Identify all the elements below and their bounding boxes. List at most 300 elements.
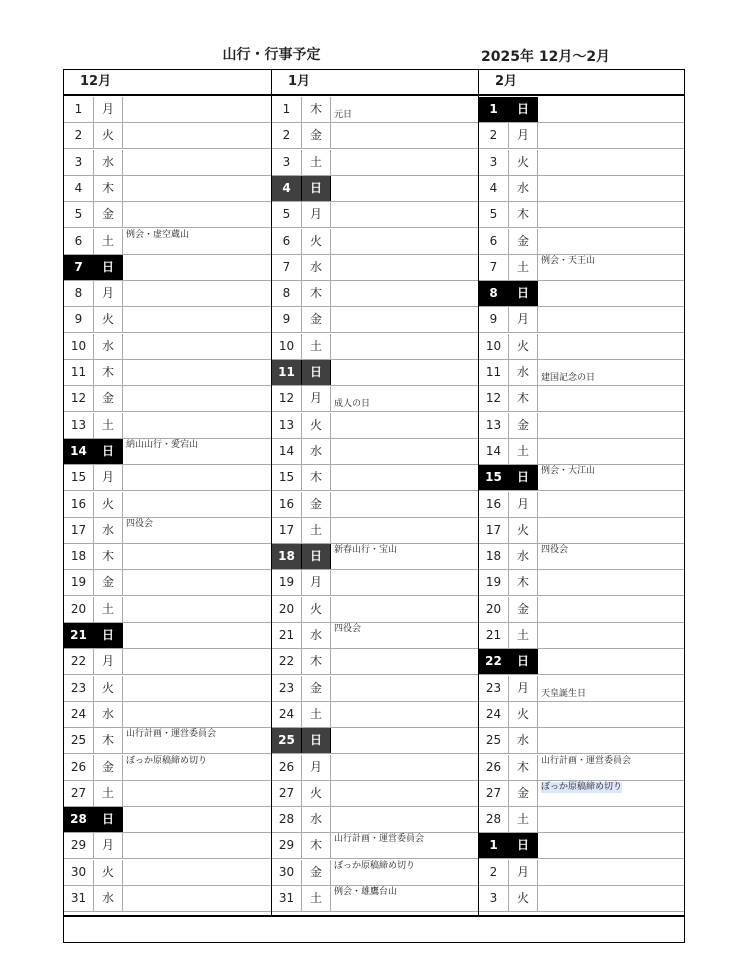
day-row — [272, 755, 478, 781]
weekday: 木 — [94, 360, 123, 385]
day-row — [272, 465, 478, 491]
day-number: 16 — [64, 492, 94, 517]
weekday: 金 — [302, 123, 331, 148]
day-row — [64, 307, 271, 333]
event-text: ぼっか原稿締め切り — [334, 860, 416, 871]
weekday: 土 — [509, 623, 538, 648]
day-row — [272, 833, 478, 859]
day-row — [272, 176, 478, 202]
day-number: 23 — [479, 676, 509, 701]
day-row — [64, 439, 271, 465]
day-row — [272, 544, 478, 570]
day-number: 19 — [479, 570, 509, 595]
day-row — [64, 807, 271, 833]
day-number: 26 — [64, 755, 94, 780]
day-number: 29 — [272, 833, 302, 858]
day-row — [64, 597, 271, 623]
day-number: 17 — [272, 518, 302, 543]
day-row — [479, 492, 684, 518]
day-number: 4 — [272, 176, 302, 201]
day-row — [479, 150, 684, 176]
day-number: 15 — [272, 465, 302, 490]
day-row — [479, 334, 684, 360]
day-row — [479, 676, 684, 702]
day-number: 6 — [479, 229, 509, 254]
day-row — [64, 334, 271, 360]
weekday: 金 — [509, 229, 538, 254]
weekday: 水 — [94, 334, 123, 359]
day-row — [479, 649, 684, 675]
day-row — [479, 413, 684, 439]
weekday: 日 — [94, 623, 123, 648]
weekday: 月 — [302, 202, 331, 227]
day-row — [479, 360, 684, 386]
weekday: 日 — [94, 255, 123, 280]
day-row — [272, 570, 478, 596]
event-text: 例会・大江山 — [541, 466, 596, 477]
day-number: 10 — [479, 334, 509, 359]
weekday: 土 — [94, 229, 123, 254]
weekday: 月 — [94, 649, 123, 674]
weekday: 木 — [302, 281, 331, 306]
event-text: 新春山行・宝山 — [334, 545, 398, 556]
day-number: 3 — [479, 150, 509, 175]
footer-row — [64, 915, 684, 917]
weekday: 金 — [94, 386, 123, 411]
day-row — [272, 255, 478, 281]
calendar-grid — [63, 69, 685, 943]
event-text: ぼっか原稿締め切り — [126, 755, 208, 766]
day-row — [272, 97, 478, 123]
day-number: 11 — [272, 360, 302, 385]
event-text: 四役会 — [541, 545, 569, 556]
day-row — [272, 702, 478, 728]
day-number: 3 — [479, 886, 509, 911]
weekday: 木 — [94, 544, 123, 569]
day-row — [479, 570, 684, 596]
day-row — [272, 334, 478, 360]
weekday: 木 — [302, 833, 331, 858]
day-row — [272, 518, 478, 544]
day-row — [64, 570, 271, 596]
event-text: 天皇誕生日 — [541, 688, 587, 699]
weekday: 火 — [302, 597, 331, 622]
day-number: 25 — [272, 728, 302, 753]
weekday: 日 — [509, 281, 538, 306]
day-number: 10 — [272, 334, 302, 359]
day-number: 20 — [479, 597, 509, 622]
day-number: 2 — [479, 123, 509, 148]
day-row — [64, 518, 271, 544]
day-number: 3 — [272, 150, 302, 175]
day-number: 15 — [64, 465, 94, 490]
day-number: 18 — [64, 544, 94, 569]
day-number: 17 — [479, 518, 509, 543]
weekday: 火 — [302, 781, 331, 806]
event-text: 例会・雄鷹台山 — [334, 887, 398, 897]
weekday: 火 — [509, 886, 538, 911]
weekday: 火 — [94, 676, 123, 701]
weekday: 日 — [94, 439, 123, 464]
weekday: 水 — [94, 150, 123, 175]
day-number: 26 — [479, 755, 509, 780]
weekday: 水 — [509, 544, 538, 569]
day-number: 20 — [272, 597, 302, 622]
day-number: 24 — [64, 702, 94, 727]
day-number: 19 — [64, 570, 94, 595]
day-row — [64, 413, 271, 439]
weekday: 月 — [509, 307, 538, 332]
weekday: 月 — [302, 755, 331, 780]
day-number: 5 — [479, 202, 509, 227]
day-row — [272, 307, 478, 333]
day-row — [272, 360, 478, 386]
day-row — [64, 702, 271, 728]
day-row — [272, 281, 478, 307]
day-number: 2 — [272, 123, 302, 148]
day-number: 13 — [272, 413, 302, 438]
day-number: 14 — [272, 439, 302, 464]
day-row — [64, 623, 271, 649]
event-text: 納山山行・愛宕山 — [126, 439, 199, 450]
day-number: 16 — [479, 492, 509, 517]
month-header: 2月 — [479, 70, 684, 96]
day-number: 24 — [479, 702, 509, 727]
day-row — [64, 465, 271, 491]
day-number: 5 — [272, 202, 302, 227]
weekday: 月 — [509, 676, 538, 701]
day-row — [479, 255, 684, 281]
weekday: 金 — [302, 492, 331, 517]
day-number: 1 — [479, 833, 509, 858]
day-row — [479, 544, 684, 570]
weekday: 水 — [302, 439, 331, 464]
day-number: 7 — [272, 255, 302, 280]
day-row — [64, 386, 271, 412]
day-row — [64, 860, 271, 886]
weekday: 火 — [94, 123, 123, 148]
day-row — [272, 492, 478, 518]
day-row — [479, 860, 684, 886]
weekday: 月 — [302, 386, 331, 411]
day-number: 3 — [64, 150, 94, 175]
event-text: 元日 — [334, 110, 353, 120]
weekday: 月 — [509, 123, 538, 148]
day-number: 14 — [479, 439, 509, 464]
weekday: 土 — [509, 255, 538, 280]
day-row — [64, 97, 271, 123]
weekday: 日 — [302, 360, 331, 385]
weekday: 木 — [94, 728, 123, 753]
day-number: 22 — [272, 649, 302, 674]
day-row — [64, 255, 271, 281]
event-text: 山行計画・運営委員会 — [126, 729, 217, 740]
day-number: 6 — [64, 229, 94, 254]
weekday: 金 — [94, 570, 123, 595]
day-number: 21 — [272, 623, 302, 648]
day-row — [64, 833, 271, 859]
day-number: 30 — [64, 860, 94, 885]
weekday: 土 — [302, 150, 331, 175]
day-row — [272, 886, 478, 912]
weekday: 日 — [302, 544, 331, 569]
weekday: 火 — [94, 860, 123, 885]
weekday: 月 — [94, 465, 123, 490]
day-number: 8 — [64, 281, 94, 306]
day-number: 12 — [64, 386, 94, 411]
day-row — [272, 623, 478, 649]
event-text: 四役会 — [126, 518, 154, 529]
day-number: 27 — [479, 781, 509, 806]
weekday: 火 — [302, 413, 331, 438]
weekday: 火 — [302, 229, 331, 254]
weekday: 月 — [94, 97, 123, 122]
weekday: 火 — [509, 518, 538, 543]
day-number: 11 — [479, 360, 509, 385]
weekday: 土 — [94, 597, 123, 622]
weekday: 火 — [509, 334, 538, 359]
day-row — [64, 755, 271, 781]
weekday: 月 — [94, 281, 123, 306]
day-number: 13 — [64, 413, 94, 438]
day-number: 1 — [64, 97, 94, 122]
day-number: 2 — [64, 123, 94, 148]
weekday: 金 — [302, 307, 331, 332]
day-number: 18 — [272, 544, 302, 569]
weekday: 金 — [94, 755, 123, 780]
day-row — [272, 150, 478, 176]
day-number: 13 — [479, 413, 509, 438]
day-number: 17 — [64, 518, 94, 543]
day-number: 19 — [272, 570, 302, 595]
weekday: 金 — [509, 413, 538, 438]
day-number: 11 — [64, 360, 94, 385]
weekday: 木 — [302, 97, 331, 122]
day-number: 20 — [64, 597, 94, 622]
day-row — [64, 360, 271, 386]
day-row — [64, 176, 271, 202]
day-row — [64, 202, 271, 228]
day-row — [479, 439, 684, 465]
day-row — [479, 623, 684, 649]
day-number: 23 — [64, 676, 94, 701]
day-number: 24 — [272, 702, 302, 727]
day-number: 21 — [64, 623, 94, 648]
day-row — [479, 97, 684, 123]
weekday: 金 — [302, 676, 331, 701]
weekday: 月 — [509, 492, 538, 517]
weekday: 土 — [302, 886, 331, 911]
weekday: 金 — [302, 860, 331, 885]
day-row — [479, 807, 684, 833]
weekday: 木 — [509, 202, 538, 227]
day-number: 28 — [479, 807, 509, 832]
weekday: 土 — [302, 334, 331, 359]
day-row — [479, 465, 684, 491]
weekday: 金 — [509, 781, 538, 806]
day-row — [64, 886, 271, 912]
day-row — [64, 492, 271, 518]
weekday: 月 — [94, 833, 123, 858]
day-row — [272, 386, 478, 412]
day-row — [479, 702, 684, 728]
day-row — [64, 781, 271, 807]
day-row — [272, 676, 478, 702]
day-row — [272, 229, 478, 255]
weekday: 水 — [302, 255, 331, 280]
day-number: 28 — [272, 807, 302, 832]
weekday: 土 — [94, 781, 123, 806]
event-text: 成人の日 — [334, 399, 371, 410]
day-number: 4 — [479, 176, 509, 201]
day-number: 14 — [64, 439, 94, 464]
weekday: 木 — [509, 386, 538, 411]
weekday: 土 — [509, 439, 538, 464]
weekday: 日 — [509, 833, 538, 858]
weekday: 金 — [509, 597, 538, 622]
day-number: 9 — [64, 307, 94, 332]
day-row — [272, 728, 478, 754]
period-label: 2025年 12月～2月 — [481, 49, 611, 65]
day-row — [272, 202, 478, 228]
weekday: 土 — [509, 807, 538, 832]
day-number: 6 — [272, 229, 302, 254]
day-number: 28 — [64, 807, 94, 832]
day-row — [272, 597, 478, 623]
day-row — [64, 544, 271, 570]
day-number: 12 — [479, 386, 509, 411]
weekday: 火 — [94, 307, 123, 332]
day-number: 22 — [64, 649, 94, 674]
day-row — [272, 807, 478, 833]
weekday: 日 — [94, 807, 123, 832]
day-row — [272, 123, 478, 149]
event-text: 建国記念の日 — [541, 373, 596, 383]
day-row — [64, 123, 271, 149]
weekday: 水 — [302, 807, 331, 832]
day-number: 30 — [272, 860, 302, 885]
day-number: 31 — [64, 886, 94, 911]
day-row — [479, 281, 684, 307]
day-number: 9 — [272, 307, 302, 332]
day-row — [479, 123, 684, 149]
day-number: 15 — [479, 465, 509, 490]
day-row — [64, 676, 271, 702]
weekday: 月 — [302, 570, 331, 595]
day-row — [64, 281, 271, 307]
weekday: 日 — [302, 728, 331, 753]
event-text: 山行計画・運営委員会 — [541, 755, 632, 766]
weekday: 火 — [509, 150, 538, 175]
weekday: 木 — [509, 570, 538, 595]
day-row — [64, 150, 271, 176]
day-row — [272, 781, 478, 807]
day-number: 27 — [272, 781, 302, 806]
day-number: 1 — [479, 97, 509, 122]
day-row — [64, 728, 271, 754]
day-number: 18 — [479, 544, 509, 569]
day-row — [64, 229, 271, 255]
day-row — [479, 202, 684, 228]
day-number: 22 — [479, 649, 509, 674]
day-row — [479, 176, 684, 202]
weekday: 木 — [302, 465, 331, 490]
weekday: 水 — [302, 623, 331, 648]
event-text: 例会・虚空蔵山 — [126, 229, 190, 240]
day-row — [479, 597, 684, 623]
day-row — [479, 886, 684, 912]
day-number: 29 — [64, 833, 94, 858]
day-number: 1 — [272, 97, 302, 122]
month-header: 12月 — [64, 70, 271, 96]
day-number: 7 — [479, 255, 509, 280]
day-row — [272, 413, 478, 439]
weekday: 水 — [509, 360, 538, 385]
day-number: 31 — [272, 886, 302, 911]
day-row — [64, 649, 271, 675]
weekday: 日 — [509, 649, 538, 674]
day-row — [272, 439, 478, 465]
weekday: 水 — [94, 702, 123, 727]
weekday: 金 — [94, 202, 123, 227]
day-row — [479, 386, 684, 412]
event-text: 山行計画・運営委員会 — [334, 834, 425, 845]
weekday: 日 — [302, 176, 331, 201]
day-number: 5 — [64, 202, 94, 227]
day-number: 16 — [272, 492, 302, 517]
day-row — [479, 229, 684, 255]
page-title: 山行・行事予定 — [222, 47, 321, 63]
day-number: 4 — [64, 176, 94, 201]
weekday: 土 — [302, 518, 331, 543]
weekday: 水 — [94, 886, 123, 911]
day-number: 12 — [272, 386, 302, 411]
day-row — [272, 860, 478, 886]
day-number: 23 — [272, 676, 302, 701]
weekday: 水 — [509, 728, 538, 753]
event-text: ぼっか原稿締め切り — [541, 781, 623, 792]
weekday: 水 — [94, 518, 123, 543]
day-row — [479, 781, 684, 807]
weekday: 日 — [509, 465, 538, 490]
day-number: 10 — [64, 334, 94, 359]
weekday: 木 — [302, 649, 331, 674]
day-number: 25 — [479, 728, 509, 753]
weekday: 月 — [509, 860, 538, 885]
day-number: 8 — [479, 281, 509, 306]
day-row — [479, 728, 684, 754]
day-number: 8 — [272, 281, 302, 306]
day-number: 2 — [479, 860, 509, 885]
day-row — [272, 649, 478, 675]
weekday: 日 — [509, 97, 538, 122]
weekday: 火 — [509, 702, 538, 727]
day-row — [479, 307, 684, 333]
weekday: 火 — [94, 492, 123, 517]
day-number: 21 — [479, 623, 509, 648]
day-number: 27 — [64, 781, 94, 806]
day-row — [479, 518, 684, 544]
day-number: 26 — [272, 755, 302, 780]
day-row — [479, 833, 684, 859]
weekday: 木 — [509, 755, 538, 780]
weekday: 水 — [509, 176, 538, 201]
day-number: 7 — [64, 255, 94, 280]
weekday: 木 — [94, 176, 123, 201]
day-number: 9 — [479, 307, 509, 332]
day-number: 25 — [64, 728, 94, 753]
day-row — [479, 755, 684, 781]
